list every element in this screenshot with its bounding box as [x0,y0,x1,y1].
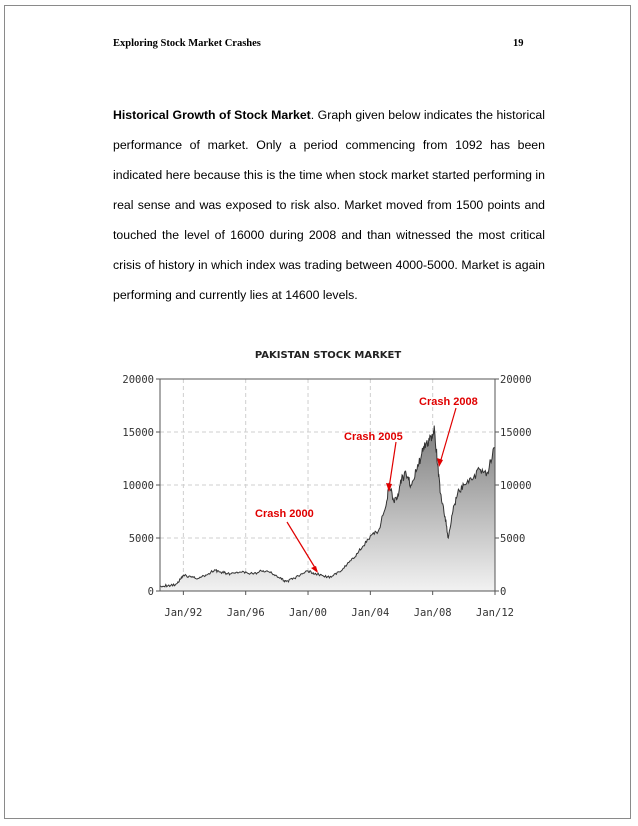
x-tick-label: Jan/04 [351,607,390,619]
page-number: 19 [513,38,524,49]
arrow-crash-2005 [389,442,396,488]
arrowhead-crash-2000 [311,566,318,573]
annotation-crash-2005: Crash 2005 [344,431,403,443]
x-tick-label: Jan/96 [226,607,265,619]
arrow-crash-2000 [287,522,317,571]
y-tick-label-left: 0 [147,586,154,598]
y-tick-label-right: 5000 [500,533,526,545]
y-tick-label-right: 0 [500,586,507,598]
chart-title: PAKISTAN STOCK MARKET [254,350,402,361]
x-tick-label: Jan/12 [476,607,514,619]
area-fill [160,426,495,591]
y-tick-label-left: 10000 [122,480,154,492]
running-header-title: Exploring Stock Market Crashes [113,38,261,49]
y-tick-label-right: 10000 [500,480,532,492]
y-tick-label-left: 5000 [128,533,154,545]
annotation-crash-2000: Crash 2000 [255,508,314,520]
x-tick-label: Jan/92 [164,607,203,619]
y-tick-label-right: 20000 [500,374,532,386]
annotation-crash-2008: Crash 2008 [419,396,478,408]
paragraph-text: . Graph given below indicates the historical performance of market. Only a period commencing from 1092 has been indicated here because this is the time when stock market started performing in real sense and was exposed to risk also. Market moved from 1500 points and touched the level of 16000 during 2008 and than witnessed the most critical crisis of history in which index was trading between 4000-5000. Market is again performing and currently lies at 14600 levels. [113,108,545,302]
x-tick-label: Jan/00 [289,607,327,619]
y-tick-label-left: 20000 [122,374,154,386]
x-tick-label: Jan/08 [413,607,452,619]
arrow-crash-2008 [440,408,456,463]
section-heading: Historical Growth of Stock Market [113,108,311,122]
y-tick-label-left: 15000 [122,427,154,439]
y-tick-label-right: 15000 [500,427,532,439]
